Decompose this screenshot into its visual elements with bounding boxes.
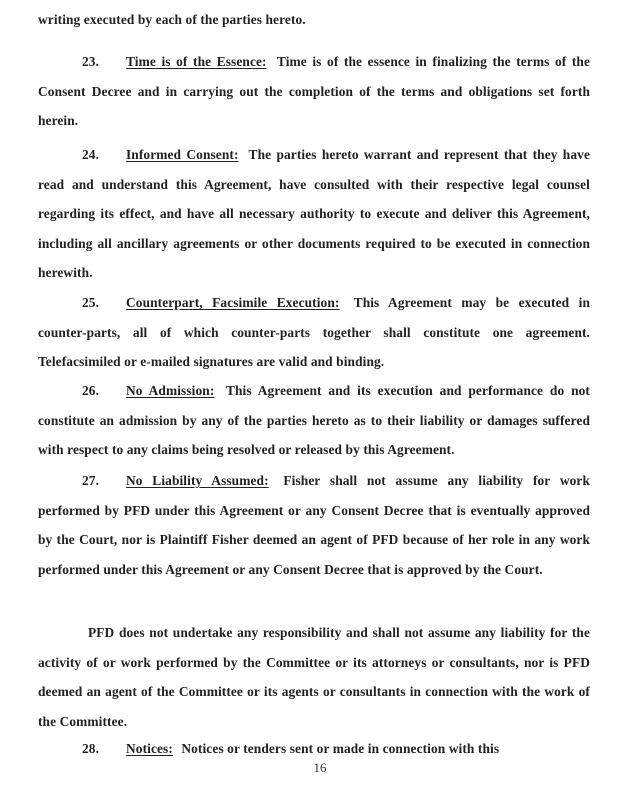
section-24: [38, 140, 590, 288]
section-number: 26.: [82, 383, 100, 398]
section-26: [38, 376, 590, 465]
paragraph-fragment: [38, 5, 590, 35]
section-27-continuation: [38, 618, 590, 736]
section-heading: Informed Consent:: [126, 147, 239, 162]
section-heading: Counterpart, Facsimile Execution:: [126, 295, 340, 310]
section-number: 27.: [82, 473, 100, 488]
section-23: [38, 47, 590, 136]
section-text: Time is of the essence in finalizing the terms of the Consent Decree and in carrying out the completion of the terms and obligations set forth herein.: [38, 54, 590, 129]
section-text: Fisher shall not assume any liability for work performed by PFD under this Agreement or any Consent Decree that is eventually approved by the Court, nor is Plaintiff Fisher deemed an agent of PFD because of her role in any work performed under this Agreement or any Consent Decree that is approved by the Court.: [38, 473, 590, 577]
section-number: 24.: [82, 147, 100, 162]
section-number: 25.: [82, 295, 100, 310]
page-number: 16: [313, 760, 327, 775]
section-number: 28.: [82, 741, 100, 756]
section-heading: No Liability Assumed:: [126, 473, 269, 488]
section-heading: Time is of the Essence:: [126, 54, 267, 69]
section-text: PFD does not undertake any responsibility and shall not assume any liability for the activity of or work performed by the Committee or its attorneys or consultants, nor is PFD deemed an agent of the Committee or its agents or consultants in connection with the work of the Committee.: [38, 625, 590, 729]
section-text: This Agreement and its execution and performance do not constitute an admission by any of the parties hereto as to their liability or damages suffered with respect to any claims being resolved or released by this Agreement.: [38, 383, 590, 458]
section-27: [38, 466, 590, 584]
paragraph-text: writing executed by each of the parties hereto.: [38, 12, 306, 27]
section-text: Notices or tenders sent or made in connection with this: [181, 741, 500, 756]
section-25: [38, 288, 590, 377]
section-text: The parties hereto warrant and represent that they have read and understand this Agreement, have consulted with their respective legal counsel regarding its effect, and have all necessary authority to execute and deliver this Agreement, including all ancillary agreements or other documents required to be executed in connection herewith.: [38, 147, 590, 281]
section-heading: No Admission:: [126, 383, 215, 398]
section-text: This Agreement may be executed in counter-parts, all of which counter-parts together shall constitute one agreement. Telefacsimiled or e-mailed signatures are valid and binding.: [38, 295, 590, 370]
section-heading: Notices:: [126, 741, 173, 756]
section-number: 23.: [82, 54, 100, 69]
